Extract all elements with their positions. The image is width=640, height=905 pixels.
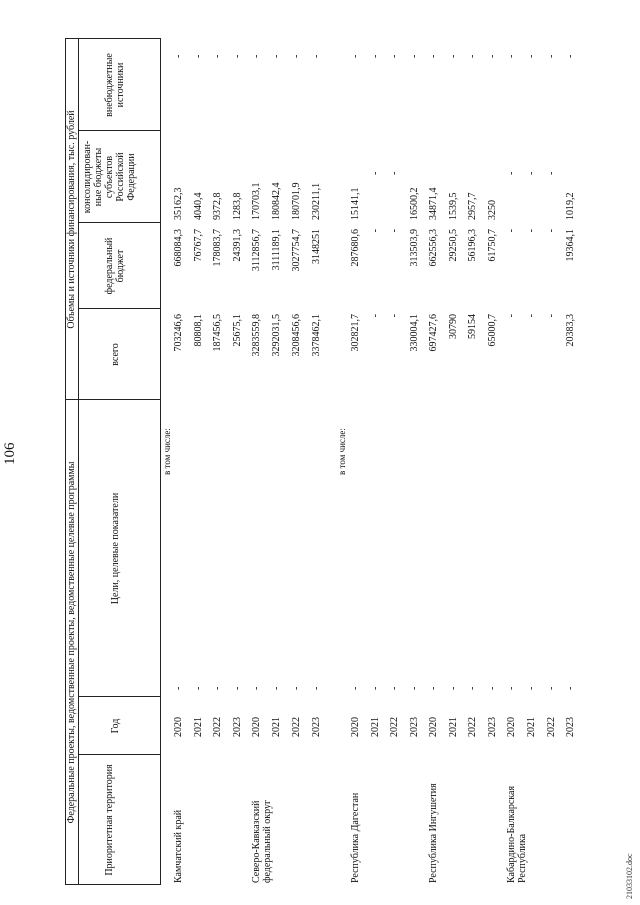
cell-year: 2021 (193, 717, 204, 737)
cell-extra: - (546, 54, 557, 58)
table-row (487, 0, 501, 905)
header-goals: Цели, целевые показатели (110, 492, 121, 605)
cell-federal: - (546, 229, 557, 233)
cell-extra: - (389, 54, 400, 58)
cell-extra: - (212, 54, 223, 58)
cell-regional: 9372,8 (212, 192, 223, 220)
cell-goals: - (271, 686, 282, 690)
cell-federal: 24391,3 (232, 229, 243, 262)
cell-federal: - (389, 229, 400, 233)
cell-year: 2022 (291, 717, 302, 737)
cell-regional: - (506, 171, 517, 175)
cell-regional: 1019,2 (565, 192, 576, 220)
table-row (565, 0, 579, 905)
cell-goals: - (467, 686, 478, 690)
cell-extra: - (467, 54, 478, 58)
cell-federal: 3111189,1 (271, 229, 282, 271)
table-row (370, 0, 384, 905)
cell-total: 20383,3 (565, 314, 576, 347)
note-including-1: в том числе: (162, 428, 172, 475)
cell-year: 2020 (428, 717, 439, 737)
rule-right (65, 38, 161, 39)
cell-goals: - (389, 686, 400, 690)
cell-extra: - (370, 54, 381, 58)
table-row (389, 0, 403, 905)
cell-total: 30790 (448, 314, 459, 339)
cell-total: 3378462,1 (311, 314, 322, 357)
cell-federal: 3148251 (311, 229, 322, 264)
cell-year: 2022 (467, 717, 478, 737)
cell-goals: - (370, 686, 381, 690)
cell-regional: - (389, 171, 400, 175)
cell-federal: - (370, 229, 381, 233)
cell-goals: - (487, 686, 498, 690)
cell-year: 2020 (173, 717, 184, 737)
cell-extra: - (409, 54, 420, 58)
cell-year: 2021 (271, 717, 282, 737)
cell-extra: - (311, 54, 322, 58)
table-row (467, 0, 481, 905)
cell-year: 2021 (448, 717, 459, 737)
header-federal: федеральный бюджет (104, 237, 126, 295)
cell-goals: - (448, 686, 459, 690)
table-row (428, 0, 442, 905)
table-row (546, 0, 560, 905)
cell-year: 2022 (212, 717, 223, 737)
header-extra: внебюджетные источники (104, 53, 126, 117)
cell-extra: - (448, 54, 459, 58)
table-row (173, 0, 187, 905)
cell-extra: - (428, 54, 439, 58)
document-footer: 21033102.doc (625, 853, 634, 899)
cell-total: - (506, 314, 517, 318)
cell-extra: - (565, 54, 576, 58)
cell-extra: - (173, 54, 184, 58)
cell-total: - (546, 314, 557, 318)
cell-regional: 1539,5 (448, 192, 459, 220)
cell-total: - (526, 314, 537, 318)
cell-extra: - (291, 54, 302, 58)
cell-goals: - (350, 686, 361, 690)
cell-regional: 2957,7 (467, 192, 478, 220)
rule-col-5 (78, 222, 161, 223)
cell-federal: 19364,1 (565, 229, 576, 262)
note-including-2: в том числе: (337, 428, 347, 475)
cell-regional: 16500,2 (409, 187, 420, 220)
cell-extra: - (251, 54, 262, 58)
territory-kamchatka: Камчатский край (173, 809, 184, 883)
cell-federal: - (526, 229, 537, 233)
cell-year: 2023 (565, 717, 576, 737)
header-group-rule (78, 39, 79, 885)
table-row (193, 0, 207, 905)
cell-total: 3208456,6 (291, 314, 302, 357)
cell-total: 80808,1 (193, 314, 204, 347)
table-row (212, 0, 226, 905)
cell-regional: 230211,1 (311, 182, 322, 220)
cell-regional: - (546, 171, 557, 175)
territory-kabardino-balkaria: Кабардино-Балкарская Республика (506, 785, 528, 883)
cell-goals: - (291, 686, 302, 690)
cell-regional: 4040,4 (193, 192, 204, 220)
cell-total: 330004,1 (409, 314, 420, 352)
cell-year: 2022 (389, 717, 400, 737)
cell-regional: 180842,4 (271, 182, 282, 220)
cell-regional: 15141,1 (350, 187, 361, 220)
cell-regional: - (370, 171, 381, 175)
cell-year: 2023 (311, 717, 322, 737)
cell-year: 2021 (370, 717, 381, 737)
cell-total: 697427,6 (428, 314, 439, 352)
cell-extra: - (350, 54, 361, 58)
cell-federal: 56196,3 (467, 229, 478, 262)
cell-extra: - (232, 54, 243, 58)
cell-total: 65000,7 (487, 314, 498, 347)
table-row (232, 0, 246, 905)
table-row (251, 0, 265, 905)
cell-federal: 178083,7 (212, 229, 223, 267)
territory-north-caucasus: Северо-Кавказский федеральный округ (251, 799, 273, 883)
cell-goals: - (173, 686, 184, 690)
table-row (506, 0, 520, 905)
cell-year: 2020 (506, 717, 517, 737)
cell-goals: - (311, 686, 322, 690)
cell-regional: 1283,8 (232, 192, 243, 220)
cell-goals: - (506, 686, 517, 690)
cell-total: 703246,6 (173, 314, 184, 352)
cell-total: 25675,1 (232, 314, 243, 347)
header-total: всего (110, 343, 121, 366)
cell-total: 302821,7 (350, 314, 361, 352)
table-row (311, 0, 325, 905)
cell-year: 2023 (232, 717, 243, 737)
cell-year: 2020 (350, 717, 361, 737)
cell-extra: - (193, 54, 204, 58)
cell-goals: - (212, 686, 223, 690)
cell-goals: - (232, 686, 243, 690)
cell-federal: 662556,3 (428, 229, 439, 267)
cell-total: 3292031,5 (271, 314, 282, 357)
table-row (526, 0, 540, 905)
header-bottom-rule (160, 39, 161, 885)
territory-dagestan: Республика Дагестан (350, 792, 361, 883)
cell-goals: - (565, 686, 576, 690)
cell-goals: - (526, 686, 537, 690)
cell-extra: - (271, 54, 282, 58)
page-number: 106 (2, 442, 18, 465)
cell-federal: - (506, 229, 517, 233)
cell-total: 187456,5 (212, 314, 223, 352)
cell-goals: - (251, 686, 262, 690)
cell-goals: - (428, 686, 439, 690)
cell-year: 2022 (546, 717, 557, 737)
cell-goals: - (193, 686, 204, 690)
cell-federal: 3027754,7 (291, 229, 302, 272)
cell-federal: 668084,3 (173, 229, 184, 267)
cell-regional: - (526, 171, 537, 175)
cell-total: 3283559,8 (251, 314, 262, 357)
cell-total: - (389, 314, 400, 318)
cell-extra: - (506, 54, 517, 58)
cell-total: 59154 (467, 314, 478, 339)
cell-year: 2023 (487, 717, 498, 737)
cell-federal: 61750,7 (487, 229, 498, 262)
cell-year: 2023 (409, 717, 420, 737)
cell-extra: - (487, 54, 498, 58)
cell-federal: 76767,7 (193, 229, 204, 262)
cell-federal: 313503,9 (409, 229, 420, 267)
cell-federal: 287680,6 (350, 229, 361, 267)
cell-regional: 3250 (487, 200, 498, 220)
cell-regional: 180701,9 (291, 182, 302, 220)
cell-year: 2020 (251, 717, 262, 737)
cell-extra: - (526, 54, 537, 58)
header-year: Год (110, 718, 121, 734)
cell-total: - (370, 314, 381, 318)
territory-ingushetia: Республика Ингушетия (428, 783, 439, 883)
cell-regional: 170703,1 (251, 182, 262, 220)
cell-year: 2021 (526, 717, 537, 737)
header-group-projects: Федеральные проекты, ведомственные проекты, ведомственные целевые программы (66, 461, 77, 824)
cell-goals: - (409, 686, 420, 690)
cell-goals: - (546, 686, 557, 690)
table-row (350, 0, 364, 905)
cell-regional: 35162,3 (173, 187, 184, 220)
table-row (409, 0, 423, 905)
table-row (291, 0, 305, 905)
header-group-financing: Объемы и источники финансирования, тыс. рублей (66, 110, 77, 329)
table-row (271, 0, 285, 905)
rule-col-6 (78, 130, 161, 131)
header-regional: консолидирован-ные бюджеты субъектов Российской Федерации (82, 140, 137, 214)
table-row (448, 0, 462, 905)
cell-federal: 3112856,7 (251, 229, 262, 272)
cell-regional: 34871,4 (428, 187, 439, 220)
cell-federal: 29250,5 (448, 229, 459, 262)
rule-left (65, 884, 161, 885)
header-territory: Приоритетная территория (104, 764, 115, 876)
